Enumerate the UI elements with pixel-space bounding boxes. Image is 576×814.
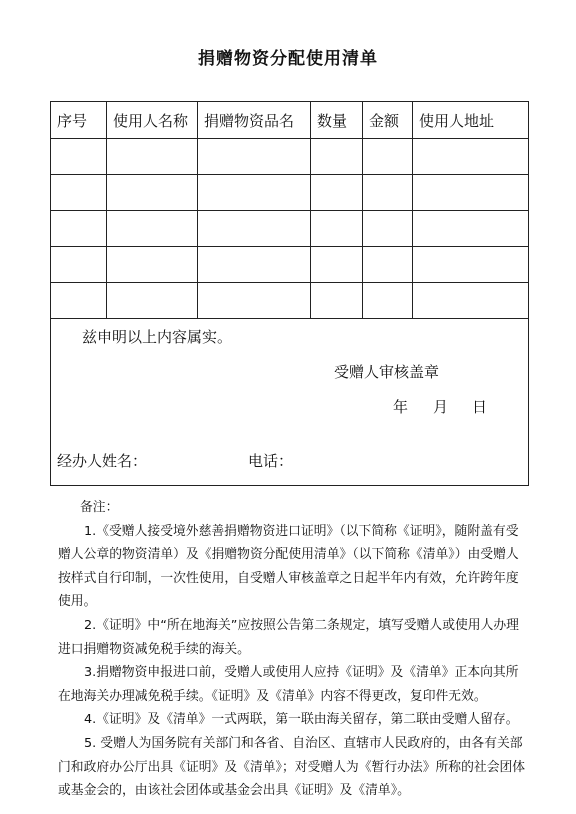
table-cell[interactable] [363,211,413,247]
table-header-row [51,102,529,139]
table-row [51,247,529,283]
table-cell[interactable] [311,211,363,247]
table-cell[interactable] [363,283,413,319]
table-cell[interactable] [413,139,529,175]
header-user-address: 使用人地址 [413,102,529,139]
table-cell[interactable] [413,211,529,247]
note-item: 5. 受赠人为国务院有关部门和各省、自治区、直辖市人民政府的，由各有关部门和政府办公厅出具《证明》及《清单》；对受赠人为《暂行办法》所称的社会团体或基金会的，由该社会团体或基金会出具《证明》及《清单》。 [58,735,526,799]
table-cell[interactable] [363,175,413,211]
note-item: 3.捐赠物资申报进口前，受赠人或使用人应持《证明》及《清单》正本向其所在地海关办理减免税手续。《证明》及《清单》内容不得更改，复印件无效。 [58,665,519,704]
table-cell[interactable] [311,247,363,283]
notes-heading: 备注： [80,500,119,515]
table-cell[interactable] [363,139,413,175]
table-cell[interactable] [107,283,198,319]
table-cell[interactable] [107,247,198,283]
table-cell[interactable] [51,175,107,211]
header-item-name: 捐赠物资品名 [198,102,311,139]
handler-name-label[interactable]: 经办人姓名： [57,452,148,470]
seal-label: 受赠人审核盖章 [334,363,440,381]
table-cell[interactable] [311,175,363,211]
table-cell[interactable] [198,211,311,247]
document-title: 捐赠物资分配使用清单 [198,49,378,69]
table-cell[interactable] [51,139,107,175]
table-cell[interactable] [51,283,107,319]
table-row [51,211,529,247]
table-cell[interactable] [198,283,311,319]
date-year-label[interactable]: 年 [393,398,409,416]
allocation-table [50,101,529,319]
table-cell[interactable] [311,283,363,319]
table-cell[interactable] [363,247,413,283]
table-cell[interactable] [311,139,363,175]
table-cell[interactable] [51,247,107,283]
table-cell[interactable] [198,139,311,175]
table-cell[interactable] [413,175,529,211]
date-month-label[interactable]: 月 [433,398,449,416]
note-item: 4.《证明》及《清单》一式两联，第一联由海关留存，第二联由受赠人留存。 [84,712,519,728]
table-cell[interactable] [413,247,529,283]
table-cell[interactable] [198,247,311,283]
table-cell[interactable] [107,175,198,211]
header-quantity: 数量 [311,102,363,139]
table-row [51,175,529,211]
declaration-statement: 兹申明以上内容属实。 [82,328,233,346]
note-item: 1.《受赠人接受境外慈善捐赠物资进口证明》（以下简称《证明》，随附盖有受赠人公章的物资清单）及《捐赠物资分配使用清单》（以下简称《清单》）由受赠人按样式自行印制，一次性使用，自受赠人审核盖章之日起半年内有效，允许跨年度使用。 [58,523,519,610]
table-cell[interactable] [198,175,311,211]
table-row [51,283,529,319]
table-row [51,139,529,175]
header-serial-number: 序号 [51,102,107,139]
notes-section [58,496,528,803]
note-item: 2.《证明》中“所在地海关”应按照公告第二条规定，填写受赠人或使用人办理进口捐赠物资减免税手续的海关。 [58,617,519,657]
table-cell[interactable] [413,283,529,319]
phone-label[interactable]: 电话： [248,452,294,470]
table-cell[interactable] [107,211,198,247]
date-day-label[interactable]: 日 [472,398,488,416]
table-cell[interactable] [51,211,107,247]
header-user-name: 使用人名称 [107,102,198,139]
header-amount: 金额 [363,102,413,139]
table-cell[interactable] [107,139,198,175]
